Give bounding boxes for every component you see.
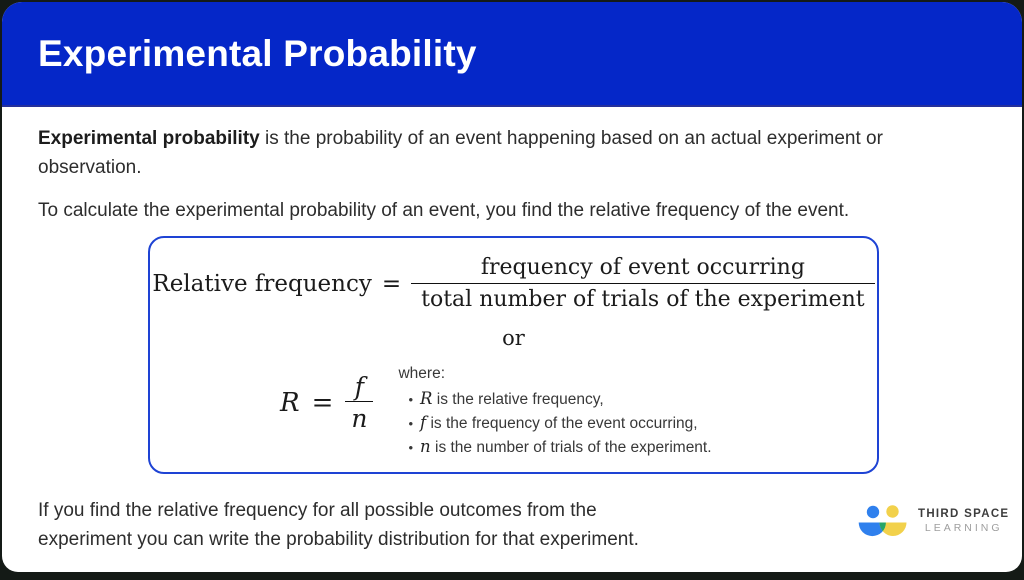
intro-term: Experimental probability [38,128,260,149]
intro-line-2: observation. [38,157,142,178]
f-over-n-fraction [345,372,373,433]
fraction-denominator: total number of trials of the experiment [411,283,874,312]
page-header [2,2,1022,107]
intro-line-1-rest: is the probability of an event happening based on an actual experiment or [259,128,883,149]
definition-item-r [398,387,711,411]
intro-line-1 [38,124,883,153]
brand-name-bottom: LEARNING [924,522,1003,534]
bullet-icon: • [408,440,414,455]
formula-box [148,236,879,474]
intro-paragraph [38,124,883,182]
content-card [2,2,1022,572]
third-space-learning-logo [857,505,1009,547]
equals-sign-2: = [311,387,334,418]
definition-var-f: f [420,413,427,432]
where-label: where: [398,365,446,382]
fraction-numerator: frequency of event occurring [480,255,805,280]
definition-var-n: n [420,437,431,456]
logo-wordmark [918,508,1009,534]
third-space-learning-icon [857,505,910,547]
definition-var-r: R [420,389,433,408]
outro-line-1: If you find the relative frequency for all possible outcomes from the [38,500,597,521]
definition-item-n [398,435,711,459]
outro-paragraph [38,496,639,554]
where-block [398,363,711,459]
relative-frequency-label: Relative frequency [152,270,372,297]
definition-text-r: is the relative frequency, [432,391,604,408]
bullet-icon: • [408,392,414,407]
definition-item-f [398,411,711,435]
brand-name-top: THIRD SPACE [918,508,1010,520]
bullet-icon: • [408,416,414,431]
n-variable: n [345,401,373,433]
relative-frequency-equation [150,255,877,312]
f-variable: f [354,372,365,401]
calculation-sentence: To calculate the experimental probability of an event, you find the relative frequency of the event. [38,200,850,221]
or-text: or [502,326,525,350]
outro-line-2: experiment you can write the probability distribution for that experiment. [38,529,639,550]
r-equation [280,372,373,433]
definition-text-f: is the frequency of the event occurring, [426,415,698,432]
variable-definitions-list [398,387,711,459]
equals-sign: = [381,270,402,297]
definition-text-n: is the number of trials of the experiment. [430,439,712,456]
r-equals-f-over-n-section [280,363,877,459]
frequency-fraction [411,255,874,312]
page-title: Experimental Probability [38,32,477,74]
r-variable: R [280,387,300,418]
